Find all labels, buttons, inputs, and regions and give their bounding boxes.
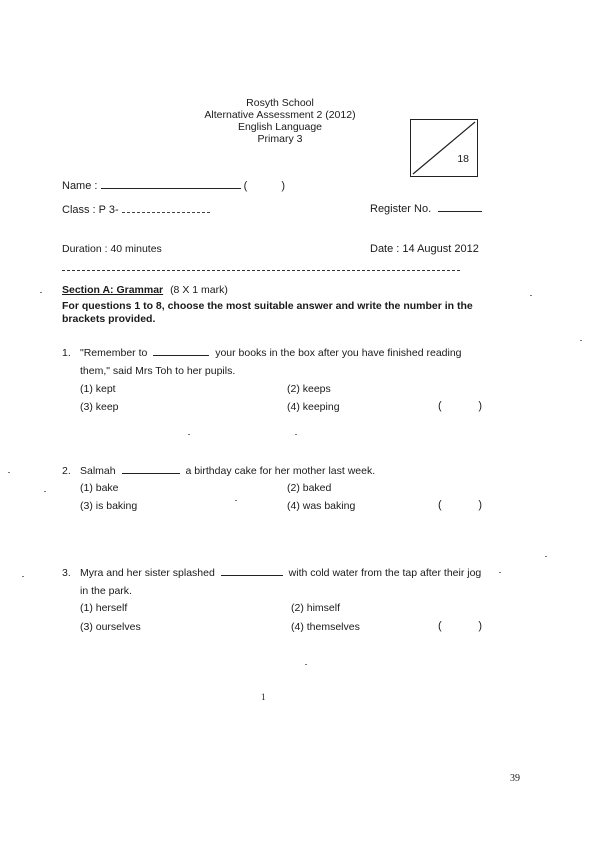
name-label: Name : — [62, 180, 98, 192]
bracket-close: ) — [478, 620, 482, 632]
question-2-post: a birthday cake for her mother last week. — [185, 465, 376, 477]
name-row — [62, 179, 422, 192]
bracket-close: ) — [478, 400, 482, 412]
option: (4) keeping — [287, 401, 340, 413]
question-2-pre: Salmah — [80, 465, 116, 477]
answer-bracket-1[interactable] — [438, 400, 482, 412]
duration-text: Duration : 40 minutes — [62, 243, 162, 255]
option: (2) keeps — [287, 383, 331, 395]
scan-speck — [580, 340, 582, 341]
question-3-line-2: in the park. — [80, 585, 132, 597]
header-divider — [62, 270, 460, 271]
instruction-line-2: brackets provided. — [62, 313, 156, 325]
scan-speck — [305, 664, 307, 665]
question-2-line-1 — [80, 464, 490, 478]
question-1-line-2: them," said Mrs Toh to her pupils. — [80, 365, 236, 377]
question-1-pre: "Remember to — [80, 347, 148, 359]
class-input-line[interactable] — [122, 203, 210, 213]
section-heading — [62, 284, 228, 296]
scan-speck — [8, 472, 10, 473]
answer-bracket-3[interactable] — [438, 620, 482, 632]
scan-speck — [22, 576, 24, 577]
subject-title: English Language — [237, 121, 323, 133]
bracket-open: ( — [438, 620, 442, 632]
option: (3) is baking — [80, 500, 138, 512]
bracket-close: ) — [478, 499, 482, 511]
question-number: 3. — [62, 567, 71, 579]
scan-speck — [295, 434, 297, 435]
question-3-blank[interactable] — [221, 566, 283, 576]
assessment-title: Alternative Assessment 2 (2012) — [204, 109, 356, 121]
option: (4) themselves — [291, 621, 360, 633]
question-number: 1. — [62, 347, 71, 359]
page-number: 1 — [261, 692, 266, 702]
scan-speck — [44, 491, 46, 492]
option: (1) herself — [80, 602, 128, 614]
name-input-line[interactable] — [101, 179, 241, 189]
bracket-open: ( — [438, 499, 442, 511]
school-name: Rosyth School — [246, 97, 314, 109]
name-paren-open: ( — [243, 180, 248, 192]
option: (1) bake — [80, 482, 119, 494]
score-total: 18 — [457, 153, 469, 165]
question-1-line-1 — [80, 346, 490, 360]
scan-speck — [40, 292, 42, 293]
option: (4) was baking — [287, 500, 356, 512]
question-3-pre: Myra and her sister splashed — [80, 567, 215, 579]
option: (2) himself — [291, 602, 341, 614]
scan-speck — [530, 295, 532, 296]
section-marks: (8 X 1 mark) — [170, 284, 228, 296]
option: (3) ourselves — [80, 621, 141, 633]
level-title: Primary 3 — [257, 133, 303, 145]
register-input-line[interactable] — [438, 202, 482, 212]
question-3-line-1 — [80, 566, 500, 580]
option: (3) keep — [80, 401, 119, 413]
question-2-blank[interactable] — [122, 464, 180, 474]
bracket-open: ( — [438, 400, 442, 412]
name-paren-close: ) — [281, 180, 286, 192]
answer-bracket-2[interactable] — [438, 499, 482, 511]
scan-speck — [545, 556, 547, 557]
corner-mark: 39 — [510, 773, 520, 784]
scan-speck — [235, 500, 237, 501]
scan-speck — [188, 434, 190, 435]
scan-speck — [499, 572, 501, 573]
question-3-post: with cold water from the tap after their jog — [288, 567, 482, 579]
question-1-blank[interactable] — [153, 346, 209, 356]
section-title: Section A: Grammar — [62, 284, 164, 296]
class-label: Class : P 3- — [62, 204, 119, 216]
register-label: Register No. — [370, 203, 432, 215]
score-box — [410, 119, 478, 177]
diagonal-line — [411, 120, 477, 176]
class-row — [62, 203, 210, 216]
register-row — [370, 202, 482, 215]
question-1-post: your books in the box after you have finished reading — [215, 347, 462, 359]
option: (2) baked — [287, 482, 332, 494]
question-number: 2. — [62, 465, 71, 477]
date-text: Date : 14 August 2012 — [370, 243, 479, 255]
option: (1) kept — [80, 383, 116, 395]
instruction-line-1: For questions 1 to 8, choose the most suitable answer and write the number in the — [62, 300, 473, 312]
